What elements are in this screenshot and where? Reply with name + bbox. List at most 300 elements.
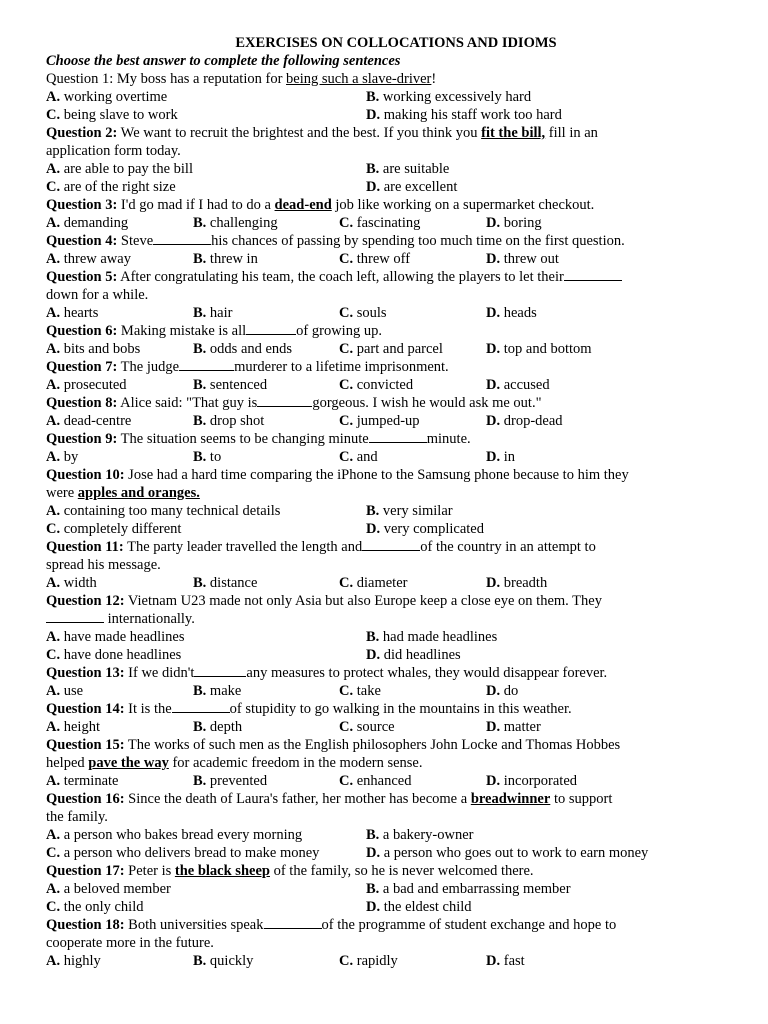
option-text: take — [356, 683, 381, 699]
answer-option[interactable] — [46, 628, 366, 646]
stem-text: The works of such men as the English philosophers John Locke and Thomas Hobbes — [127, 737, 621, 753]
answer-option[interactable] — [339, 952, 486, 970]
answer-option[interactable] — [486, 952, 633, 970]
question — [46, 736, 726, 790]
answer-option[interactable] — [46, 646, 366, 664]
option-text: threw in — [209, 251, 258, 267]
option-text: part and parcel — [356, 341, 443, 357]
option-text: fascinating — [356, 215, 421, 231]
option-text: prevented — [209, 773, 268, 789]
answer-blank — [564, 268, 622, 281]
answer-blank — [194, 664, 246, 677]
answer-option[interactable] — [366, 880, 686, 898]
option-letter: B. — [366, 629, 380, 645]
stem-text: the family. — [46, 809, 108, 825]
question-stem — [46, 466, 726, 484]
question — [46, 124, 726, 196]
question — [46, 790, 726, 862]
answer-option[interactable] — [366, 520, 686, 538]
question — [46, 196, 726, 232]
options-row — [46, 412, 726, 430]
options-row — [46, 826, 726, 844]
question-stem — [46, 700, 726, 718]
option-letter: C. — [46, 521, 61, 537]
answer-blank — [179, 358, 234, 371]
stem-text: ! — [431, 71, 437, 87]
stem-text: Alice said: "That guy is — [120, 395, 258, 411]
stem-text: application form today. — [46, 143, 181, 159]
answer-option[interactable] — [193, 574, 339, 592]
question-stem-continued — [46, 286, 726, 304]
option-letter: D. — [486, 719, 501, 735]
option-text: are of the right size — [63, 179, 176, 195]
options-row — [46, 178, 726, 196]
answer-option[interactable] — [46, 718, 193, 736]
option-text: diameter — [356, 575, 408, 591]
answer-option[interactable] — [366, 628, 686, 646]
option-text: a bad and embarrassing member — [382, 881, 571, 897]
option-letter: D. — [486, 341, 501, 357]
option-text: hearts — [63, 305, 99, 321]
answer-blank — [153, 232, 211, 245]
stem-text: of the country in an attempt to — [420, 539, 596, 555]
option-letter: A. — [46, 503, 61, 519]
question — [46, 538, 726, 592]
question-stem — [46, 268, 726, 286]
answer-option[interactable] — [46, 304, 193, 322]
question-label: Question 13: — [46, 665, 125, 681]
option-text: to — [209, 449, 222, 465]
option-letter: D. — [366, 179, 381, 195]
option-text: do — [503, 683, 519, 699]
option-letter: A. — [46, 413, 61, 429]
answer-option[interactable] — [193, 376, 339, 394]
options-row — [46, 88, 726, 106]
option-text: working overtime — [63, 89, 168, 105]
answer-option[interactable] — [46, 880, 366, 898]
option-text: odds and ends — [209, 341, 293, 357]
question-label: Question 5: — [46, 269, 118, 285]
option-letter: A. — [46, 719, 61, 735]
answer-option[interactable] — [339, 412, 486, 430]
question-stem — [46, 862, 726, 880]
option-text: convicted — [356, 377, 414, 393]
option-letter: D. — [486, 305, 501, 321]
answer-option[interactable] — [193, 304, 339, 322]
stem-text: of growing up. — [296, 323, 382, 339]
option-letter: A. — [46, 683, 61, 699]
answer-option[interactable] — [486, 376, 633, 394]
option-letter: D. — [366, 647, 381, 663]
option-text: width — [63, 575, 97, 591]
question-label: Question 2: — [46, 125, 118, 141]
answer-blank — [172, 700, 230, 713]
answer-option[interactable] — [193, 952, 339, 970]
option-letter: B. — [193, 341, 207, 357]
answer-option[interactable] — [339, 304, 486, 322]
option-text: the eldest child — [383, 899, 472, 915]
question-stem — [46, 358, 726, 376]
question-stem — [46, 232, 726, 250]
option-letter: C. — [339, 377, 354, 393]
stem-text: his chances of passing by spending too much time on the first question. — [211, 233, 625, 249]
question — [46, 394, 726, 430]
option-letter: C. — [339, 413, 354, 429]
answer-option[interactable] — [46, 178, 366, 196]
option-text: very complicated — [383, 521, 484, 537]
answer-blank — [369, 430, 427, 443]
option-letter: B. — [366, 881, 380, 897]
option-text: drop-dead — [503, 413, 563, 429]
answer-option[interactable] — [193, 340, 339, 358]
option-text: are able to pay the bill — [63, 161, 193, 177]
question-label: Question 10: — [46, 467, 125, 483]
question — [46, 232, 726, 268]
answer-option[interactable] — [46, 502, 366, 520]
option-text: depth — [209, 719, 243, 735]
answer-option[interactable] — [46, 682, 193, 700]
answer-option[interactable] — [46, 448, 193, 466]
option-letter: C. — [339, 575, 354, 591]
question-stem-continued — [46, 484, 726, 502]
answer-option[interactable] — [193, 718, 339, 736]
answer-option[interactable] — [366, 106, 686, 124]
question-label: Question 4: — [46, 233, 118, 249]
options-row — [46, 646, 726, 664]
option-letter: C. — [46, 107, 61, 123]
stem-text: were — [46, 485, 78, 501]
question-label: Question 14: — [46, 701, 125, 717]
answer-option[interactable] — [486, 772, 633, 790]
answer-blank — [257, 394, 312, 407]
option-text: did headlines — [383, 647, 461, 663]
option-text: drop shot — [209, 413, 265, 429]
stem-text: After congratulating his team, the coach left, allowing the players to let their — [120, 269, 564, 285]
option-text: the only child — [63, 899, 144, 915]
options-row — [46, 952, 726, 970]
option-text: enhanced — [356, 773, 412, 789]
answer-option[interactable] — [46, 340, 193, 358]
question-stem-continued — [46, 610, 726, 628]
answer-option[interactable] — [486, 250, 633, 268]
stem-text: internationally. — [104, 611, 195, 627]
question — [46, 466, 726, 538]
stem-text: The party leader travelled the length and — [127, 539, 363, 555]
option-text: distance — [209, 575, 258, 591]
answer-option[interactable] — [486, 214, 633, 232]
answer-option[interactable] — [46, 214, 193, 232]
answer-option[interactable] — [46, 844, 366, 862]
answer-option[interactable] — [46, 160, 366, 178]
question-label: Question 9: — [46, 431, 118, 447]
worksheet — [46, 34, 726, 970]
answer-option[interactable] — [339, 448, 486, 466]
option-letter: C. — [46, 899, 61, 915]
option-letter: B. — [193, 215, 207, 231]
answer-option[interactable] — [366, 898, 686, 916]
option-text: sentenced — [209, 377, 268, 393]
question-label: Question 12: — [46, 593, 125, 609]
answer-option[interactable] — [46, 376, 193, 394]
question-stem — [46, 916, 726, 934]
question-stem-continued — [46, 556, 726, 574]
option-letter: B. — [193, 305, 207, 321]
stem-text: Since the death of Laura's father, her mother has become a — [128, 791, 471, 807]
option-letter: A. — [46, 251, 61, 267]
option-text: a person who goes out to work to earn money — [383, 845, 649, 861]
option-letter: D. — [486, 575, 501, 591]
options-row — [46, 214, 726, 232]
option-text: very similar — [382, 503, 453, 519]
option-text: being slave to work — [63, 107, 178, 123]
answer-blank — [362, 538, 420, 551]
option-letter: B. — [193, 413, 207, 429]
question-label: Question 15: — [46, 737, 125, 753]
question-label: Question 11: — [46, 539, 124, 555]
answer-option[interactable] — [486, 718, 633, 736]
stem-text: We want to recruit the brightest and the best. If you think you — [120, 125, 482, 141]
options-row — [46, 898, 726, 916]
option-letter: D. — [486, 413, 501, 429]
question-stem — [46, 430, 726, 448]
option-text: a bakery-owner — [382, 827, 474, 843]
options-row — [46, 628, 726, 646]
option-text: are excellent — [383, 179, 458, 195]
question-stem — [46, 394, 726, 412]
options-row — [46, 106, 726, 124]
option-letter: A. — [46, 953, 61, 969]
stem-text: Both universities speak — [128, 917, 264, 933]
options-row — [46, 340, 726, 358]
stem-text: Peter is — [128, 863, 175, 879]
answer-option[interactable] — [366, 502, 686, 520]
stem-text: of stupidity to go walking in the mountains in this weather. — [229, 701, 572, 717]
question-label: Question 6: — [46, 323, 118, 339]
option-letter: A. — [46, 773, 61, 789]
question-stem-continued — [46, 808, 726, 826]
option-letter: D. — [366, 107, 381, 123]
question-label: Question 16: — [46, 791, 125, 807]
option-text: use — [63, 683, 84, 699]
option-text: completely different — [63, 521, 182, 537]
question-stem — [46, 322, 726, 340]
question-stem — [46, 736, 726, 754]
answer-option[interactable] — [46, 250, 193, 268]
answer-option[interactable] — [486, 448, 633, 466]
answer-option[interactable] — [46, 772, 193, 790]
stem-text: minute. — [426, 431, 471, 447]
stem-text: spread his message. — [46, 557, 161, 573]
focus-phrase: pave the way — [88, 755, 169, 771]
answer-option[interactable] — [339, 376, 486, 394]
answer-option[interactable] — [46, 574, 193, 592]
answer-option[interactable] — [486, 412, 633, 430]
option-letter: A. — [46, 341, 61, 357]
stem-text: murderer to a lifetime imprisonment. — [234, 359, 449, 375]
options-row — [46, 772, 726, 790]
answer-option[interactable] — [193, 412, 339, 430]
stem-text: job like working on a supermarket checkout. — [331, 197, 595, 213]
option-text: a person who bakes bread every morning — [63, 827, 303, 843]
option-text: jumped-up — [356, 413, 420, 429]
option-text: quickly — [209, 953, 254, 969]
options-row — [46, 448, 726, 466]
option-text: dead-centre — [63, 413, 132, 429]
question — [46, 862, 726, 916]
answer-option[interactable] — [46, 106, 366, 124]
option-text: and — [356, 449, 378, 465]
stem-text: Making mistake is all — [120, 323, 247, 339]
option-letter: B. — [193, 773, 207, 789]
option-letter: A. — [46, 575, 61, 591]
answer-option[interactable] — [193, 772, 339, 790]
question-label: Question 8: — [46, 395, 118, 411]
question — [46, 664, 726, 700]
option-letter: C. — [339, 251, 354, 267]
option-text: accused — [503, 377, 550, 393]
option-letter: A. — [46, 305, 61, 321]
option-letter: D. — [366, 899, 381, 915]
stem-text: It is the — [128, 701, 172, 717]
question-stem-continued — [46, 754, 726, 772]
option-text: had made headlines — [382, 629, 498, 645]
answer-option[interactable] — [46, 826, 366, 844]
option-text: souls — [356, 305, 387, 321]
option-letter: C. — [339, 719, 354, 735]
option-letter: B. — [193, 719, 207, 735]
option-text: incorporated — [503, 773, 578, 789]
answer-option[interactable] — [366, 178, 686, 196]
question — [46, 70, 726, 124]
option-letter: C. — [339, 953, 354, 969]
option-text: are suitable — [382, 161, 450, 177]
option-letter: B. — [193, 575, 207, 591]
option-letter: B. — [366, 161, 380, 177]
stem-text: Jose had a hard time comparing the iPhone to the Samsung phone because to him they — [128, 467, 629, 483]
option-letter: C. — [339, 215, 354, 231]
answer-option[interactable] — [46, 88, 366, 106]
answer-option[interactable] — [366, 646, 686, 664]
option-text: a beloved member — [63, 881, 171, 897]
option-letter: D. — [366, 521, 381, 537]
question-label: Question 3: — [46, 197, 118, 213]
answer-option[interactable] — [339, 340, 486, 358]
option-letter: B. — [193, 953, 207, 969]
answer-option[interactable] — [486, 682, 633, 700]
answer-option[interactable] — [193, 682, 339, 700]
question-label: Question 18: — [46, 917, 125, 933]
option-letter: D. — [486, 683, 501, 699]
question — [46, 592, 726, 664]
option-text: bits and bobs — [63, 341, 141, 357]
question-label: Question 7: — [46, 359, 118, 375]
answer-option[interactable] — [339, 718, 486, 736]
options-row — [46, 880, 726, 898]
answer-option[interactable] — [193, 250, 339, 268]
option-text: breadth — [503, 575, 548, 591]
answer-option[interactable] — [339, 250, 486, 268]
stem-text: My boss has a reputation for — [116, 71, 287, 87]
focus-phrase: apples and oranges. — [77, 485, 200, 501]
option-text: working excessively hard — [382, 89, 532, 105]
option-letter: A. — [46, 881, 61, 897]
answer-option[interactable] — [193, 448, 339, 466]
question — [46, 322, 726, 358]
stem-text: cooperate more in the future. — [46, 935, 214, 951]
option-text: rapidly — [356, 953, 398, 969]
answer-option[interactable] — [46, 952, 193, 970]
question-stem — [46, 790, 726, 808]
answer-option[interactable] — [366, 826, 686, 844]
option-text: fast — [503, 953, 525, 969]
stem-text: If we didn't — [128, 665, 195, 681]
answer-option[interactable] — [486, 340, 633, 358]
answer-option[interactable] — [193, 214, 339, 232]
answer-option[interactable] — [486, 574, 633, 592]
question — [46, 700, 726, 736]
answer-option[interactable] — [339, 214, 486, 232]
stem-text: to support — [550, 791, 613, 807]
option-letter: A. — [46, 449, 61, 465]
option-text: making his staff work too hard — [383, 107, 562, 123]
option-text: matter — [503, 719, 541, 735]
answer-option[interactable] — [366, 88, 686, 106]
options-row — [46, 502, 726, 520]
question-label: Question 17: — [46, 863, 125, 879]
answer-option[interactable] — [366, 160, 686, 178]
answer-option[interactable] — [486, 304, 633, 322]
option-text: have made headlines — [63, 629, 185, 645]
option-letter: D. — [366, 845, 381, 861]
answer-option[interactable] — [339, 574, 486, 592]
stem-text: The situation seems to be changing minute — [120, 431, 369, 447]
option-letter: A. — [46, 377, 61, 393]
options-row — [46, 250, 726, 268]
answer-option[interactable] — [46, 898, 366, 916]
answer-option[interactable] — [366, 844, 686, 862]
option-letter: A. — [46, 161, 61, 177]
question-stem — [46, 664, 726, 682]
question-stem-continued — [46, 934, 726, 952]
option-text: have done headlines — [63, 647, 182, 663]
stem-text: of the family, so he is never welcomed there. — [269, 863, 534, 879]
option-letter: C. — [339, 305, 354, 321]
option-letter: D. — [486, 377, 501, 393]
answer-option[interactable] — [46, 520, 366, 538]
stem-text: Steve — [120, 233, 154, 249]
stem-text: Vietnam U23 made not only Asia but also Europe keep a close eye on them. They — [127, 593, 602, 609]
options-row — [46, 160, 726, 178]
question-stem — [46, 592, 726, 610]
focus-phrase: fit the bill, — [481, 125, 546, 141]
answer-option[interactable] — [339, 772, 486, 790]
stem-text: The judge — [120, 359, 180, 375]
option-letter: B. — [366, 89, 380, 105]
answer-blank — [246, 322, 296, 335]
option-letter: B. — [193, 683, 207, 699]
question-stem — [46, 538, 726, 556]
question — [46, 916, 726, 970]
stem-text: any measures to protect whales, they would disappear forever. — [246, 665, 608, 681]
answer-option[interactable] — [46, 412, 193, 430]
option-text: a person who delivers bread to make money — [63, 845, 320, 861]
option-letter: D. — [486, 953, 501, 969]
option-text: demanding — [63, 215, 129, 231]
option-text: height — [63, 719, 100, 735]
answer-option[interactable] — [339, 682, 486, 700]
option-letter: B. — [193, 251, 207, 267]
question-stem — [46, 196, 726, 214]
